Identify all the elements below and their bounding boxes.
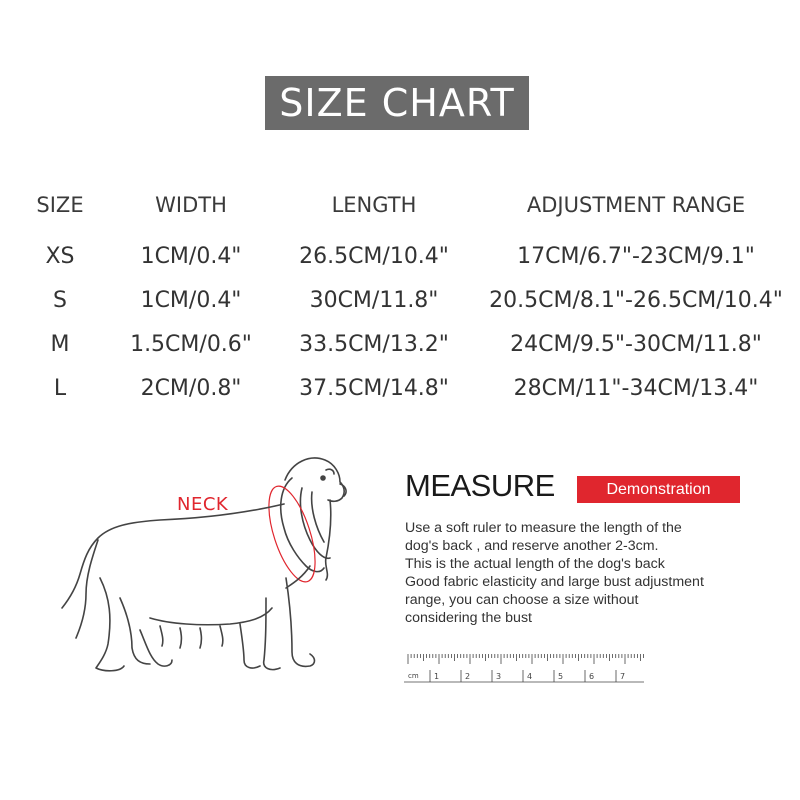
ruler-number: 6 <box>589 672 595 681</box>
instruction-line: range, you can choose a size without <box>405 592 639 608</box>
header-size: SIZE <box>36 193 84 217</box>
header-length: LENGTH <box>331 193 417 217</box>
size-chart-banner <box>265 76 529 130</box>
cell-size: L <box>53 376 67 401</box>
ruler-graphic <box>404 646 644 686</box>
cell-size: M <box>50 332 70 357</box>
measure-instructions <box>405 519 775 627</box>
cell-adjustment-range: 24CM/9.5"-30CM/11.8" <box>510 332 762 357</box>
header-adjustment-range: ADJUSTMENT RANGE <box>526 193 746 217</box>
cell-adjustment-range: 28CM/11"-34CM/13.4" <box>513 376 759 401</box>
neck-label: NECK <box>177 494 229 515</box>
cell-length: 26.5CM/10.4" <box>299 244 449 269</box>
page-title: SIZE CHART <box>279 81 515 125</box>
cell-length: 37.5CM/14.8" <box>299 376 449 401</box>
ruler-number: 5 <box>558 672 564 681</box>
cell-size: XS <box>45 244 75 269</box>
instruction-line: dog's back , and reserve another 2-3cm. <box>405 538 659 554</box>
cell-size: S <box>53 288 67 313</box>
measure-title: MEASURE <box>405 468 555 503</box>
table-header-row <box>0 193 800 233</box>
ruler-number: 2 <box>465 672 471 681</box>
cell-length: 30CM/11.8" <box>309 288 439 313</box>
cell-width: 2CM/0.8" <box>140 376 242 401</box>
instruction-line: Use a soft ruler to measure the length of the <box>405 520 682 536</box>
cell-width: 1CM/0.4" <box>140 288 242 313</box>
cell-width: 1CM/0.4" <box>140 244 242 269</box>
demonstration-badge: Demonstration <box>577 476 740 503</box>
ruler-number: 1 <box>434 672 440 681</box>
instruction-line: This is the actual length of the dog's back <box>405 556 665 572</box>
header-width: WIDTH <box>155 193 227 217</box>
dog-illustration <box>40 448 380 698</box>
cell-adjustment-range: 17CM/6.7"-23CM/9.1" <box>517 244 755 269</box>
cell-length: 33.5CM/13.2" <box>299 332 449 357</box>
ruler-number: 7 <box>620 672 626 681</box>
cell-adjustment-range: 20.5CM/8.1"-26.5CM/10.4" <box>489 288 783 313</box>
ruler-number: 4 <box>527 672 533 681</box>
table-row <box>0 332 800 372</box>
table-row <box>0 288 800 328</box>
ruler-unit-label: cm <box>408 672 419 680</box>
ruler-number: 3 <box>496 672 502 681</box>
table-row <box>0 244 800 284</box>
instruction-line: Good fabric elasticity and large bust adjustment <box>405 574 704 590</box>
cell-width: 1.5CM/0.6" <box>130 332 252 357</box>
table-row <box>0 376 800 416</box>
instruction-line: considering the bust <box>405 610 532 626</box>
